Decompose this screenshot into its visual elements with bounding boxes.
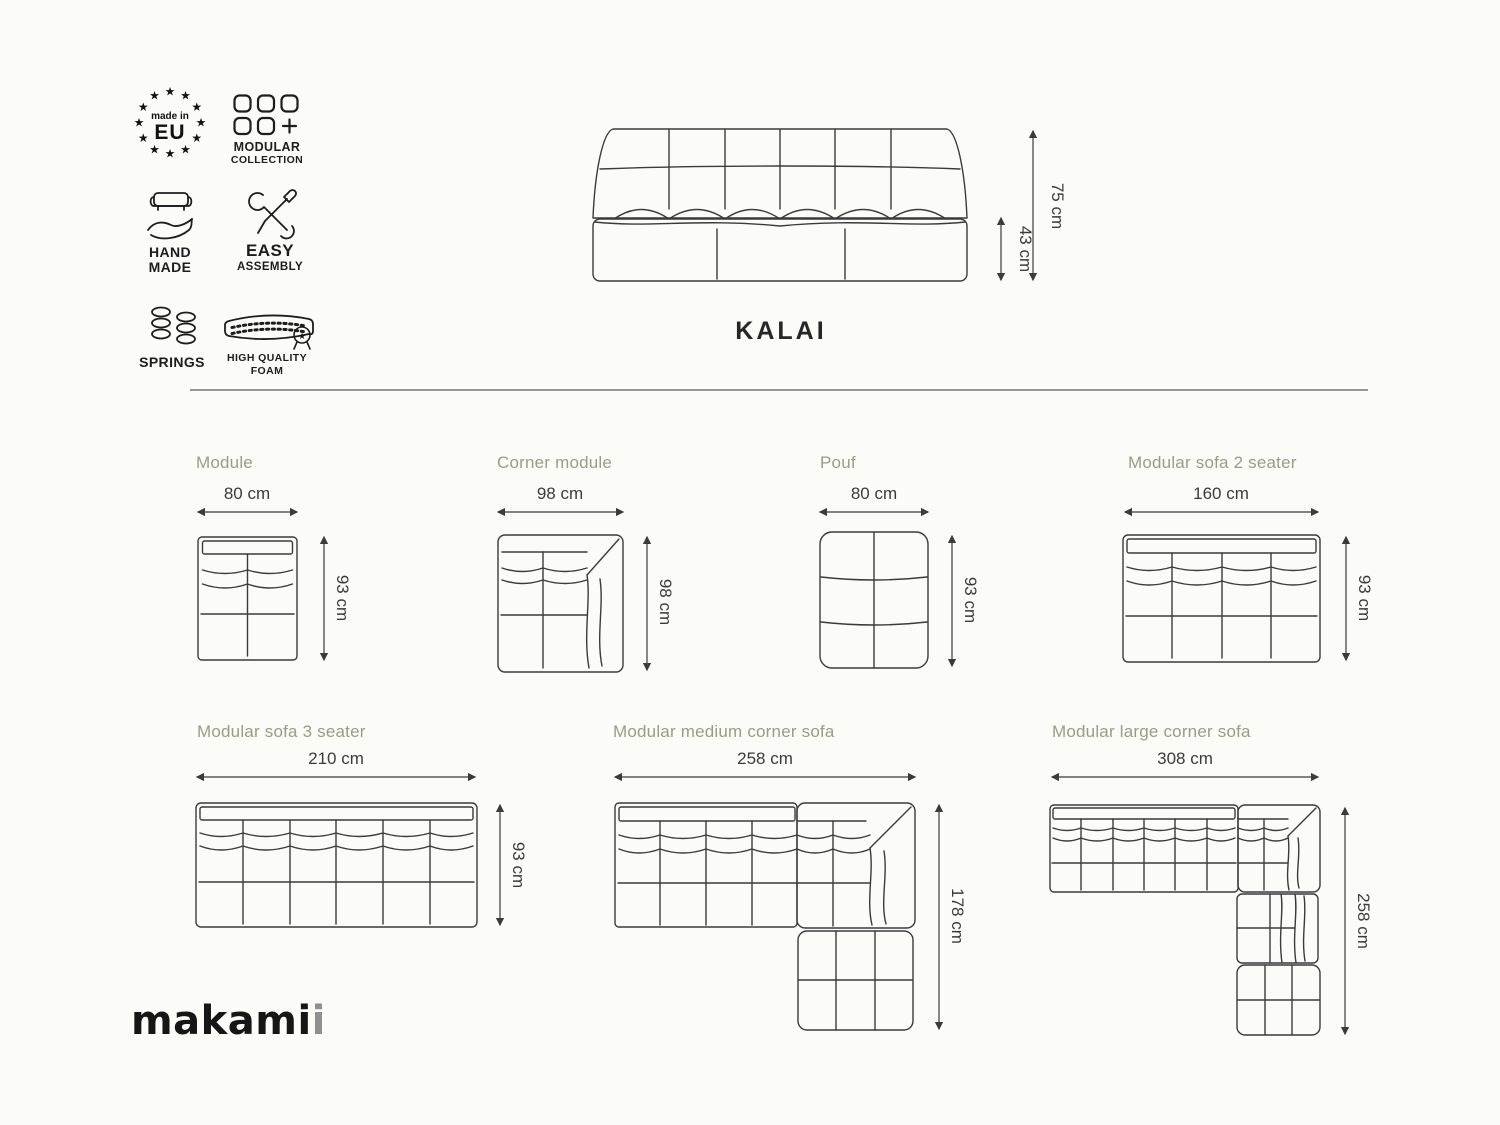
svg-text:★: ★ (149, 142, 160, 157)
section-divider (190, 389, 1368, 391)
svg-text:★: ★ (180, 142, 191, 157)
module-height-label: 93 cm (333, 574, 352, 622)
3-seater-drawing (196, 803, 477, 927)
svg-text:★: ★ (137, 100, 149, 114)
medium-corner-width-label: 258 cm (737, 749, 793, 768)
high-quality-foam-icon (221, 308, 317, 354)
modular-collection-label-2: COLLECTION (230, 154, 304, 166)
made-in-eu-icon (132, 82, 208, 160)
diagram-module (190, 480, 360, 680)
diagram-large-corner (1045, 748, 1375, 1048)
3-seater-width-label: 210 cm (308, 749, 364, 768)
brand-logo-main: makami (131, 998, 312, 1044)
svg-text:★: ★ (164, 84, 176, 99)
diagram-pouf (814, 480, 984, 680)
svg-text:★: ★ (137, 131, 149, 145)
seat-height-label: 43 cm (1016, 225, 1035, 273)
easy-assembly-icon (246, 191, 298, 239)
svg-text:★: ★ (191, 131, 203, 145)
2-seater-height-label: 93 cm (1355, 574, 1374, 622)
brand-logo (131, 998, 326, 1044)
diagram-title-medium-corner: Modular medium corner sofa (613, 722, 835, 741)
large-corner-drawing (1050, 805, 1320, 1035)
corner-module-drawing (498, 535, 623, 672)
diagram-title-large-corner: Modular large corner sofa (1052, 722, 1251, 741)
diagram-title-module: Module (196, 453, 253, 472)
svg-text:★: ★ (149, 88, 160, 103)
made-in-label: made in (151, 111, 189, 122)
svg-text:★: ★ (191, 100, 203, 114)
diagram-title-corner-module: Corner module (497, 453, 613, 472)
2-seater-width-label: 160 cm (1193, 484, 1249, 503)
svg-text:★: ★ (297, 332, 307, 342)
total-height-label: 75 cm (1048, 182, 1067, 230)
diagram-title-3-seater: Modular sofa 3 seater (197, 722, 366, 741)
easy-assembly-label-1: EASY (246, 241, 294, 260)
diagram-title-pouf: Pouf (820, 453, 856, 472)
modular-collection-label-1: MODULAR (233, 140, 301, 154)
springs-label: SPRINGS (139, 354, 205, 370)
module-width-label: 80 cm (223, 484, 271, 503)
eu-label: EU (154, 121, 186, 144)
diagram-corner-module (490, 480, 675, 680)
foam-label-1: HIGH QUALITY (226, 352, 308, 364)
pouf-height-label: 93 cm (961, 576, 980, 624)
sofa-drawing (593, 129, 967, 281)
medium-corner-height-label: 178 cm (948, 888, 967, 944)
foam-label-2: FOAM (250, 365, 284, 377)
large-corner-height-label: 258 cm (1354, 893, 1373, 949)
easy-assembly-label-2: ASSEMBLY (236, 261, 304, 273)
diagram-2-seater (1117, 480, 1377, 680)
pouf-width-label: 80 cm (850, 484, 898, 503)
total-height-dimension (1033, 131, 1067, 280)
brand-logo-accent: i (311, 998, 326, 1044)
corner-height-label: 98 cm (656, 578, 675, 626)
2-seater-drawing (1123, 535, 1320, 662)
module-drawing (198, 537, 297, 660)
medium-corner-drawing (615, 803, 915, 1030)
hand-made-label-1: HAND (148, 244, 192, 260)
corner-width-label: 98 cm (536, 484, 584, 503)
springs-icon (146, 303, 202, 353)
hand-made-label-2: MADE (148, 259, 192, 275)
large-corner-width-label: 308 cm (1157, 749, 1213, 768)
diagram-medium-corner (608, 748, 978, 1048)
svg-text:★: ★ (133, 115, 145, 130)
svg-text:★: ★ (180, 88, 191, 103)
svg-text:★: ★ (164, 146, 176, 161)
diagram-title-2-seater: Modular sofa 2 seater (1128, 453, 1297, 472)
seat-height-dimension (1001, 218, 1035, 280)
modular-collection-icon (233, 94, 301, 136)
diagram-3-seater (190, 748, 535, 958)
product-name: KALAI (735, 317, 827, 345)
3-seater-height-label: 93 cm (509, 841, 528, 889)
svg-text:★: ★ (195, 115, 207, 130)
hand-made-icon (142, 190, 200, 244)
pouf-drawing (820, 532, 928, 668)
